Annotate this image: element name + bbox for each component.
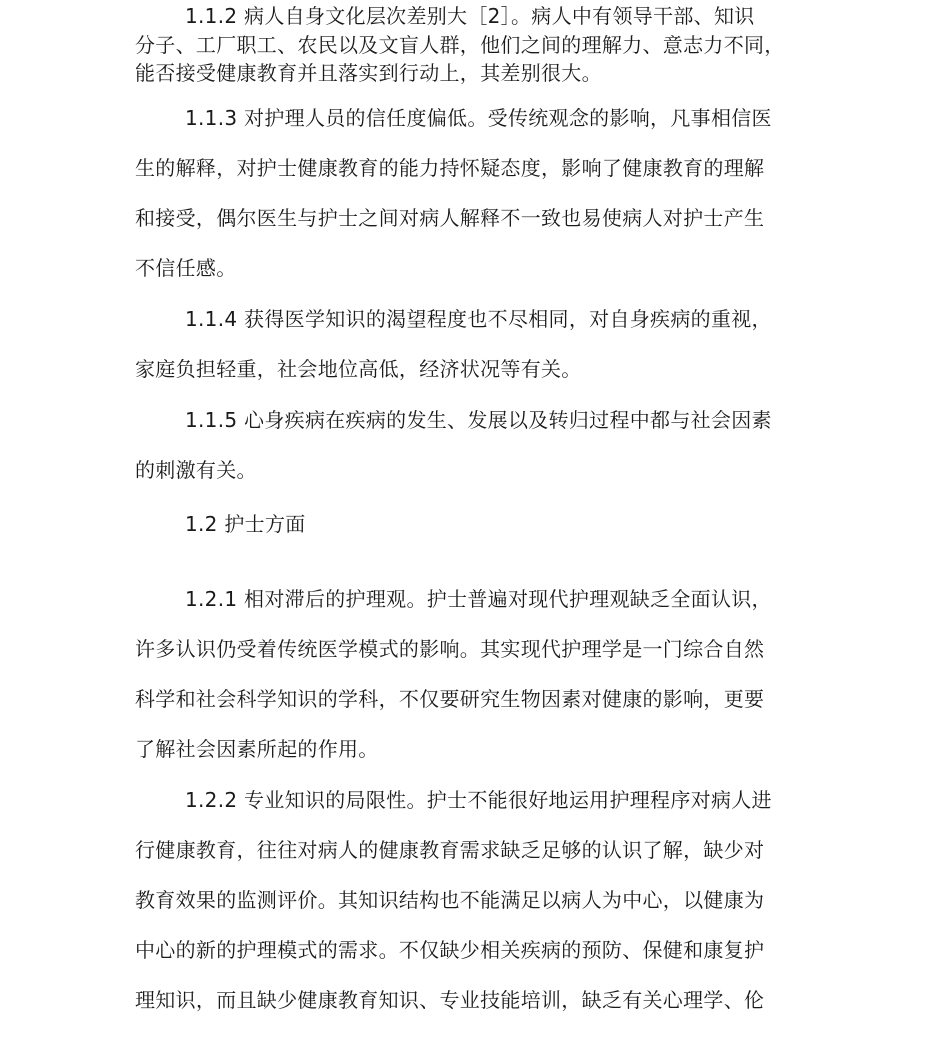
text-line: 中心的新的护理模式的需求。不仅缺少相关疾病的预防、保健和康复护 (135, 938, 765, 962)
text-line: 1.1.5 心身疾病在疾病的发生、发展以及转归过程中都与社会因素 (185, 408, 772, 432)
text-line: 教育效果的监测评价。其知识结构也不能满足以病人为中心，以健康为 (135, 888, 765, 912)
text-line: 分子、工厂职工、农民以及文盲人群，他们之间的理解力、意志力不同， (135, 33, 785, 57)
text-line: 了解社会因素所起的作用。 (135, 737, 379, 761)
text-line: 和接受，偶尔医生与护士之间对病人解释不一致也易使病人对护士产生 (135, 206, 765, 230)
text-line: 生的解释，对护士健康教育的能力持怀疑态度，影响了健康教育的理解 (135, 156, 765, 180)
text-line: 科学和社会科学知识的学科，不仅要研究生物因素对健康的影响，更要 (135, 687, 765, 711)
text-line: 理知识，而且缺少健康教育知识、专业技能培训，缺乏有关心理学、伦 (135, 988, 765, 1012)
text-line: 1.2.1 相对滞后的护理观。护士普遍对现代护理观缺乏全面认识， (185, 587, 772, 611)
text-line: 1.1.3 对护理人员的信任度偏低。受传统观念的影响，凡事相信医 (185, 106, 772, 130)
text-line: 许多认识仍受着传统医学模式的影响。其实现代护理学是一门综合自然 (135, 637, 765, 661)
text-line: 行健康教育，往往对病人的健康教育需求缺乏足够的认识了解，缺少对 (135, 838, 765, 862)
text-line: 1.1.2 病人自身文化层次差别大［2］。病人中有领导干部、知识 (185, 4, 755, 28)
section-heading: 1.2 护士方面 (185, 512, 306, 536)
text-line: 不信任感。 (135, 256, 237, 280)
text-line: 家庭负担轻重，社会地位高低，经济状况等有关。 (135, 357, 582, 381)
text-line: 能否接受健康教育并且落实到行动上，其差别很大。 (135, 61, 602, 85)
text-line: 1.2.2 专业知识的局限性。护士不能很好地运用护理程序对病人进 (185, 788, 772, 812)
text-line: 1.1.4 获得医学知识的渴望程度也不尽相同，对自身疾病的重视， (185, 307, 772, 331)
text-line: 的刺激有关。 (135, 458, 257, 482)
